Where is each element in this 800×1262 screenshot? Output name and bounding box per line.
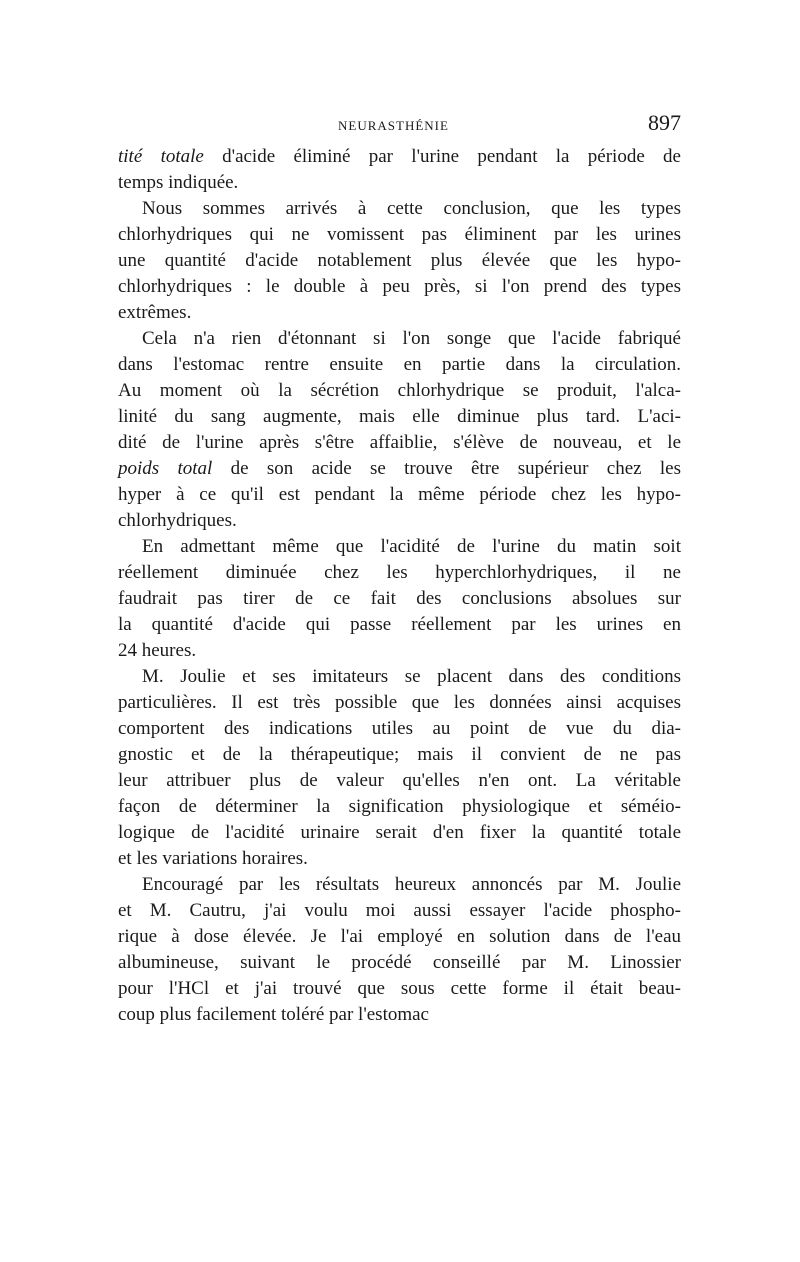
- line-text: dité de l'urine après s'être affaiblie, s'élève de nouveau, et le: [118, 432, 681, 453]
- running-title: NEURASTHÉNIE: [338, 118, 449, 133]
- text-line: [118, 222, 681, 248]
- text-line: [118, 300, 681, 326]
- paragraph: [118, 534, 681, 664]
- line-text: rique à dose élevée. Je l'ai employé en solution dans de l'eau: [118, 926, 681, 947]
- line-text: leur attribuer plus de valeur qu'elles n'en ont. La véritable: [118, 770, 681, 791]
- text-line: [118, 534, 681, 560]
- line-text: dans l'estomac rentre ensuite en partie dans la circulation.: [118, 354, 681, 375]
- text-line: [118, 1002, 681, 1028]
- line-text: comportent des indications utiles au point de vue du dia-: [118, 718, 681, 739]
- line-text: réellement diminuée chez les hyperchlorhydriques, il ne: [118, 562, 681, 583]
- line-text: Nous sommes arrivés à cette conclusion, que les types: [142, 198, 681, 219]
- text-line: [118, 508, 681, 534]
- text-line: [118, 482, 681, 508]
- line-text: faudrait pas tirer de ce fait des conclusions absolues sur: [118, 588, 681, 609]
- text-line: [118, 768, 681, 794]
- text-line: [118, 846, 681, 872]
- text-line: [118, 690, 681, 716]
- line-text: albumineuse, suivant le procédé conseillé par M. Linossier: [118, 952, 681, 973]
- text-line: [118, 820, 681, 846]
- line-text: la quantité d'acide qui passe réellement par les urines en: [118, 614, 681, 635]
- line-text: particulières. Il est très possible que les données ainsi acquises: [118, 692, 681, 713]
- text-line: [118, 794, 681, 820]
- text-line: [118, 872, 681, 898]
- paragraph: [118, 196, 681, 326]
- text-line: [118, 248, 681, 274]
- line-text: Au moment où la sécrétion chlorhydrique se produit, l'alca-: [118, 380, 681, 401]
- book-page: [118, 110, 681, 1028]
- line-text: chlorhydriques : le double à peu près, si l'on prend des types: [118, 276, 681, 297]
- text-line: [118, 976, 681, 1002]
- text-line: [118, 144, 681, 170]
- text-line: [118, 924, 681, 950]
- line-text: et M. Cautru, j'ai voulu moi aussi essayer l'acide phospho-: [118, 900, 681, 921]
- page-number: 897: [648, 110, 681, 135]
- text-line: [118, 404, 681, 430]
- text-line: [118, 196, 681, 222]
- text-line: [118, 430, 681, 456]
- paragraph: [118, 144, 681, 196]
- line-text: gnostic et de la thérapeutique; mais il convient de ne pas: [118, 744, 681, 765]
- text-line: [118, 586, 681, 612]
- running-head: [118, 110, 681, 144]
- text-line: [118, 456, 681, 482]
- line-text: façon de déterminer la signification physiologique et séméio-: [118, 796, 681, 817]
- line-text: linité du sang augmente, mais elle diminue plus tard. L'aci-: [118, 406, 681, 427]
- text-line: [118, 898, 681, 924]
- line-text: 24 heures.: [118, 640, 197, 661]
- line-text: et les variations horaires.: [118, 848, 308, 869]
- line-text: extrêmes.: [118, 302, 192, 323]
- text-line: [118, 352, 681, 378]
- italic-text: poids total: [118, 458, 213, 479]
- line-text: d'acide éliminé par l'urine pendant la période de: [203, 146, 681, 167]
- text-line: [118, 274, 681, 300]
- line-text: temps indiquée.: [118, 172, 239, 193]
- paragraph: [118, 872, 681, 1028]
- text-line: [118, 612, 681, 638]
- line-text: pour l'HCl et j'ai trouvé que sous cette forme il était beau-: [118, 978, 681, 999]
- line-text: Encouragé par les résultats heureux annoncés par M. Joulie: [142, 874, 681, 895]
- line-text: M. Joulie et ses imitateurs se placent dans des conditions: [142, 666, 681, 687]
- text-line: [118, 742, 681, 768]
- line-text: hyper à ce qu'il est pendant la même période chez les hypo-: [118, 484, 681, 505]
- paragraph: [118, 326, 681, 534]
- line-text: Cela n'a rien d'étonnant si l'on songe que l'acide fabriqué: [142, 328, 681, 349]
- text-line: [118, 560, 681, 586]
- line-text: En admettant même que l'acidité de l'urine du matin soit: [142, 536, 681, 557]
- italic-text: tité totale: [118, 146, 204, 167]
- line-text: logique de l'acidité urinaire serait d'en fixer la quantité totale: [118, 822, 681, 843]
- text-line: [118, 950, 681, 976]
- text-line: [118, 716, 681, 742]
- line-text: une quantité d'acide notablement plus élevée que les hypo-: [118, 250, 681, 271]
- paragraph: [118, 664, 681, 872]
- text-line: [118, 664, 681, 690]
- text-line: [118, 638, 681, 664]
- line-text: chlorhydriques qui ne vomissent pas éliminent par les urines: [118, 224, 681, 245]
- text-line: [118, 378, 681, 404]
- line-text: chlorhydriques.: [118, 510, 237, 531]
- line-text: coup plus facilement toléré par l'estomac: [118, 1004, 429, 1025]
- text-line: [118, 326, 681, 352]
- text-line: [118, 170, 681, 196]
- line-text: de son acide se trouve être supérieur chez les: [212, 458, 681, 479]
